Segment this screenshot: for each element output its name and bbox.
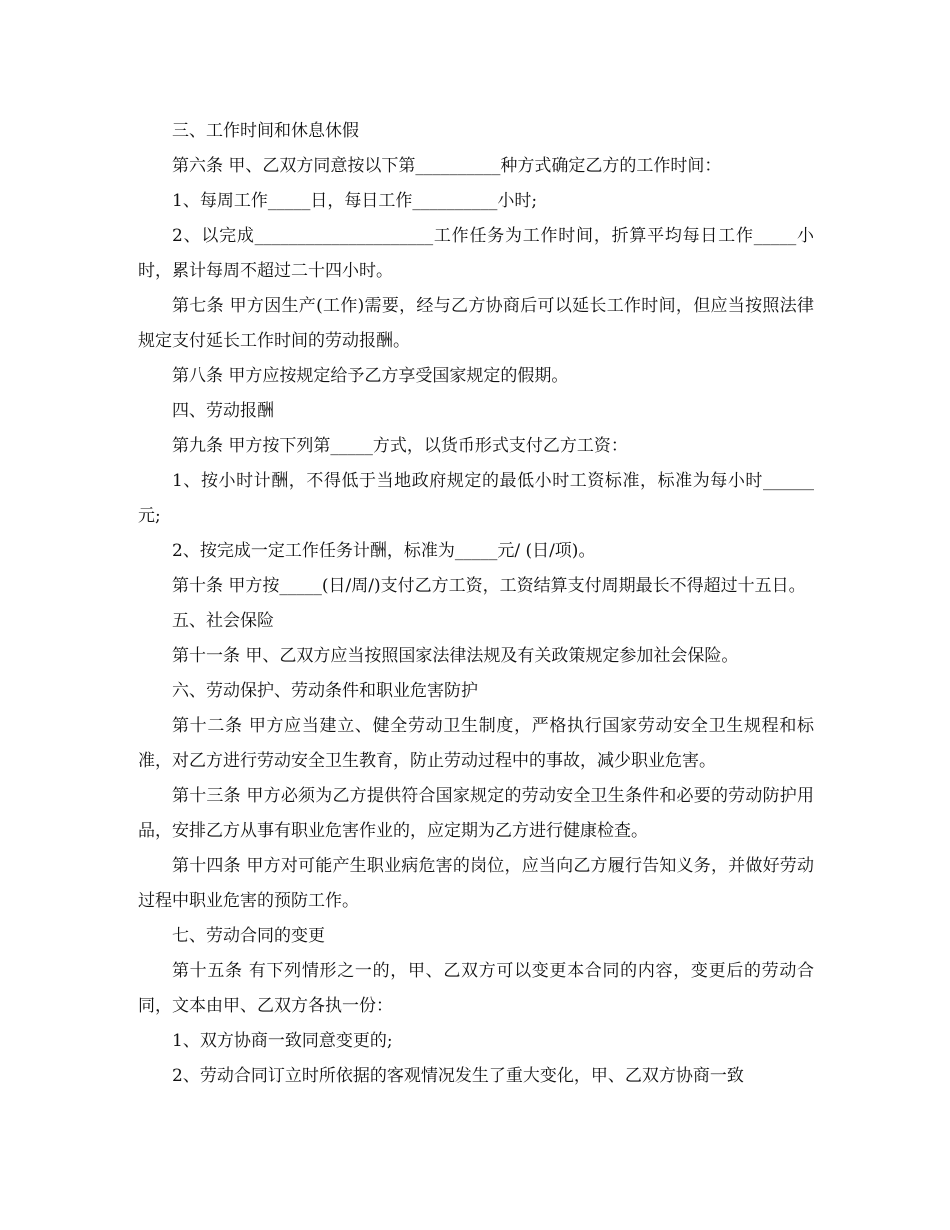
section-heading-social-insurance: 五、社会保险 (172, 611, 274, 631)
section-heading-working-hours: 三、工作时间和休息休假 (172, 121, 359, 141)
section-heading-labor-protection: 六、劳动保护、劳动条件和职业危害防护 (172, 681, 478, 701)
article-14: 第十四条 甲方对可能产生职业病危害的岗位，应当向乙方履行告知义务，并做好劳动过程中职业危害的预防工作。 (138, 856, 814, 911)
article-15-item-2: 2、劳动合同订立时所依据的客观情况发生了重大变化，甲、乙双方协商一致 (172, 1066, 744, 1086)
article-9-item-2: 2、按完成一定工作任务计酬，标准为_____元/ (日/项)。 (172, 541, 596, 561)
article-9: 第九条 甲方按下列第_____方式，以货币形式支付乙方工资： (172, 436, 628, 456)
article-6-item-1: 1、每周工作_____日，每日工作__________小时; (172, 191, 538, 211)
article-9-item-1: 1、按小时计酬，不得低于当地政府规定的最低小时工资标准，标准为每小时______元; (138, 471, 814, 526)
article-6: 第六条 甲、乙双方同意按以下第__________种方式确定乙方的工作时间： (172, 156, 722, 176)
article-15-item-1: 1、双方协商一致同意变更的; (172, 1031, 393, 1051)
article-7: 第七条 甲方因生产(工作)需要，经与乙方协商后可以延长工作时间，但应当按照法律规定支付延长工作时间的劳动报酬。 (138, 296, 814, 351)
article-6-item-2: 2、以完成_____________________工作任务为工作时间，折算平均每日工作_____小时，累计每周不超过二十四小时。 (138, 226, 814, 281)
article-8: 第八条 甲方应按规定给予乙方享受国家规定的假期。 (172, 366, 569, 386)
section-heading-contract-change: 七、劳动合同的变更 (172, 926, 325, 946)
article-10: 第十条 甲方按_____(日/周/)支付乙方工资，工资结算支付周期最长不得超过十五日。 (172, 576, 806, 596)
article-15: 第十五条 有下列情形之一的，甲、乙双方可以变更本合同的内容，变更后的劳动合同，文本由甲、乙双方各执一份： (138, 961, 814, 1016)
section-heading-remuneration: 四、劳动报酬 (172, 401, 274, 421)
article-11: 第十一条 甲、乙双方应当按照国家法律法规及有关政策规定参加社会保险。 (172, 646, 739, 666)
article-13: 第十三条 甲方必须为乙方提供符合国家规定的劳动安全卫生条件和必要的劳动防护用品，安排乙方从事有职业危害作业的，应定期为乙方进行健康检查。 (138, 786, 814, 841)
document-body (138, 114, 814, 1094)
article-12: 第十二条 甲方应当建立、健全劳动卫生制度，严格执行国家劳动安全卫生规程和标准，对乙方进行劳动安全卫生教育，防止劳动过程中的事故，减少职业危害。 (138, 716, 814, 771)
